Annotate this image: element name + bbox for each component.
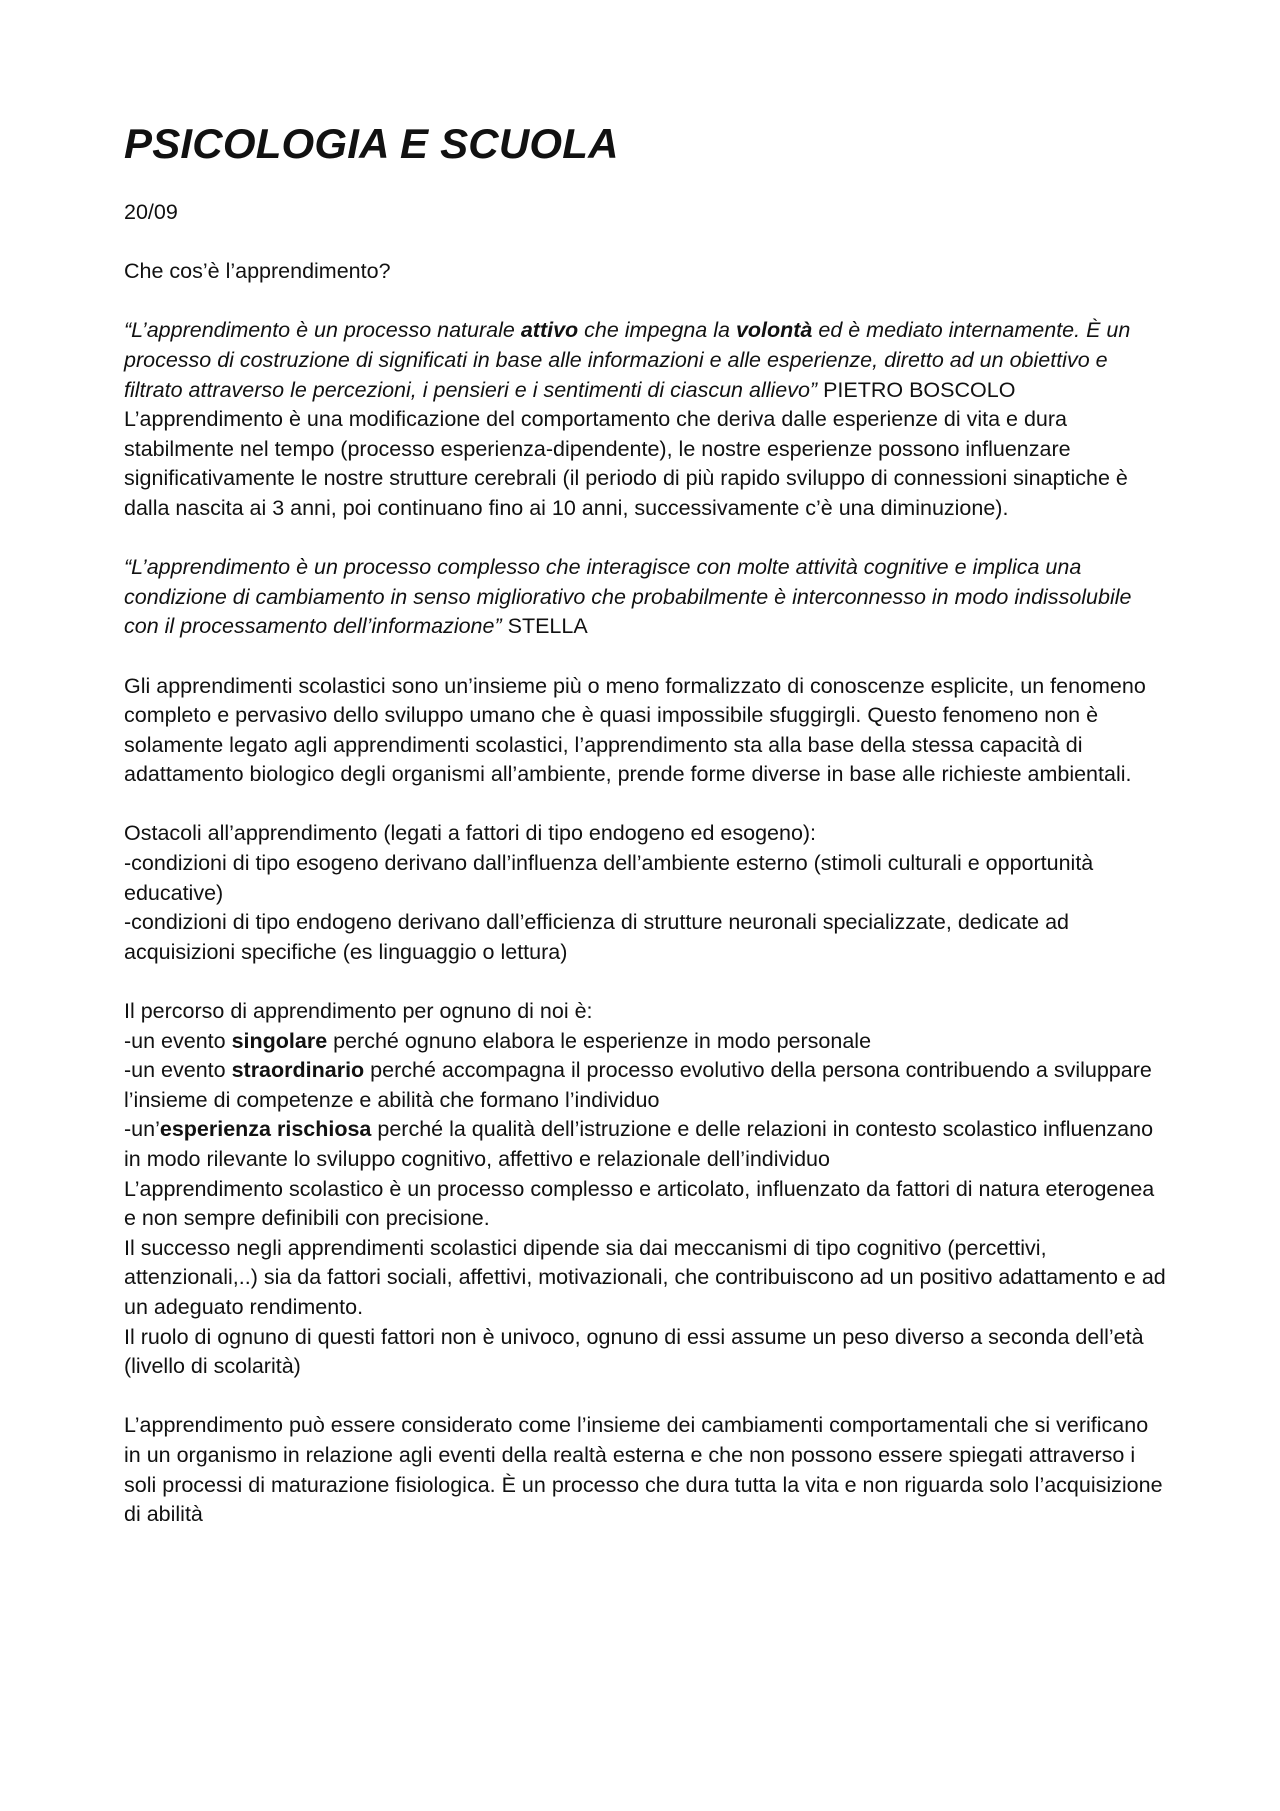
bold-singolare: singolare — [231, 1028, 328, 1053]
page-title: PSICOLOGIA E SCUOLA — [124, 120, 619, 167]
paragraph-scolastico-complesso: L’apprendimento scolastico è un processo complesso e articolato, influenzato da fattori di natura eterogenea e non sempre definibili con precisione. — [124, 1176, 1155, 1231]
quote-stella-text: “L’apprendimento è un processo complesso che interagisce con molte attività cognitive e implica una condizione di cambiamento in senso migliorativo che probabilmente è interconnesso in modo indissolubile con il processamento dell’informazione” — [124, 555, 1132, 639]
date: 20/09 — [124, 200, 178, 224]
path-intro: Il percorso di apprendimento per ognuno di noi è: — [124, 999, 593, 1024]
paragraph-ruolo: Il ruolo di ognuno di questi fattori non è univoco, ognuno di essi assume un peso diverso a seconda dell’età (livello di scolarità) — [124, 1324, 1144, 1379]
obstacles-item-esogeno: -condizioni di tipo esogeno derivano dall’influenza dell’ambiente esterno (stimoli culturali e opportunità educative) — [124, 851, 1094, 905]
quote-stella-author: STELLA — [501, 614, 588, 639]
question: Che cos’è l’apprendimento? — [124, 259, 391, 284]
obstacles-item-endogeno: -condizioni di tipo endogeno derivano dall’efficienza di strutture neuronali specializzate, dedicate ad acquisizioni specifiche (es linguaggio o lettura) — [124, 910, 1070, 964]
paragraph-apprendimenti-scolastici: Gli apprendimenti scolastici sono un’insieme più o meno formalizzato di conoscenze esplicite, un fenomeno completo e pervasivo dello sviluppo umano che è quasi impossibile sfuggirgli. Questo fenomeno non è solamente legato agli apprendimenti scolastici, l’apprendimento sta alla base della stessa capacità di adattamento biologico degli organismi all’ambiente, prende forme diverse in base alle richieste ambientali. — [124, 673, 1146, 787]
bold-esperienza-rischiosa: esperienza rischiosa — [159, 1117, 372, 1142]
path-item-straordinario: -un evento straordinario perché accompagna il processo evolutivo della persona contribuendo a sviluppare l’insieme di competenze e abilità che formano l’individuo — [124, 1058, 1152, 1112]
path-item-singolare: -un evento singolare perché ognuno elabora le esperienze in modo personale — [124, 1028, 872, 1053]
quote-boscolo-author: PIETRO BOSCOLO — [817, 377, 1016, 402]
obstacles-intro: Ostacoli all’apprendimento (legati a fattori di tipo endogeno ed esogeno): — [124, 821, 817, 846]
bold-attivo: attivo — [520, 318, 579, 343]
paragraph-modificazione: L’apprendimento è una modificazione del comportamento che deriva dalle esperienze di vita e dura stabilmente nel tempo (processo esperienza-dipendente), le nostre esperienze possono influenzare significativamente le nostre strutture cerebrali (il periodo di più rapido sviluppo di connessioni sinaptiche è dalla nascita ai 3 anni, poi continuano fino ai 10 anni, successivamente c’è una diminuzione). — [124, 407, 1128, 520]
quote-stella — [124, 553, 1170, 642]
paragraph-successo: Il successo negli apprendimenti scolastici dipende sia dai meccanismi di tipo cognitivo (percettivi, attenzionali,..) sia da fattori sociali, affettivi, motivazionali, che contribuiscono ad un positivo adattamento e ad un adeguato rendimento. — [124, 1235, 1166, 1319]
bold-straordinario: straordinario — [231, 1058, 365, 1083]
paragraph-cambiamenti: L’apprendimento può essere considerato come l’insieme dei cambiamenti comportamentali che si verificano in un organismo in relazione agli eventi della realtà esterna e che non possono essere spiegati attraverso i soli processi di maturazione fisiologica. È un processo che dura tutta la vita e non riguarda solo l’acquisizione di abilità — [124, 1413, 1163, 1527]
quote-boscolo-text: “L’apprendimento è un processo naturale attivo che impegna la volontà ed è mediato internamente. È un processo di costruzione di significati in base alle informazioni e alle esperienze, diretto ad un obiettivo e filtrato attraverso le percezioni, i pensieri e i sentimenti di ciascun allievo” — [124, 318, 1131, 402]
bold-volonta: volontà — [735, 318, 813, 343]
path-item-rischiosa: -un’esperienza rischiosa perché la qualità dell’istruzione e delle relazioni in contesto scolastico influenzano in modo rilevante lo sviluppo cognitivo, affettivo e relazionale dell’individuo — [124, 1117, 1154, 1171]
quote-boscolo — [124, 316, 1170, 405]
